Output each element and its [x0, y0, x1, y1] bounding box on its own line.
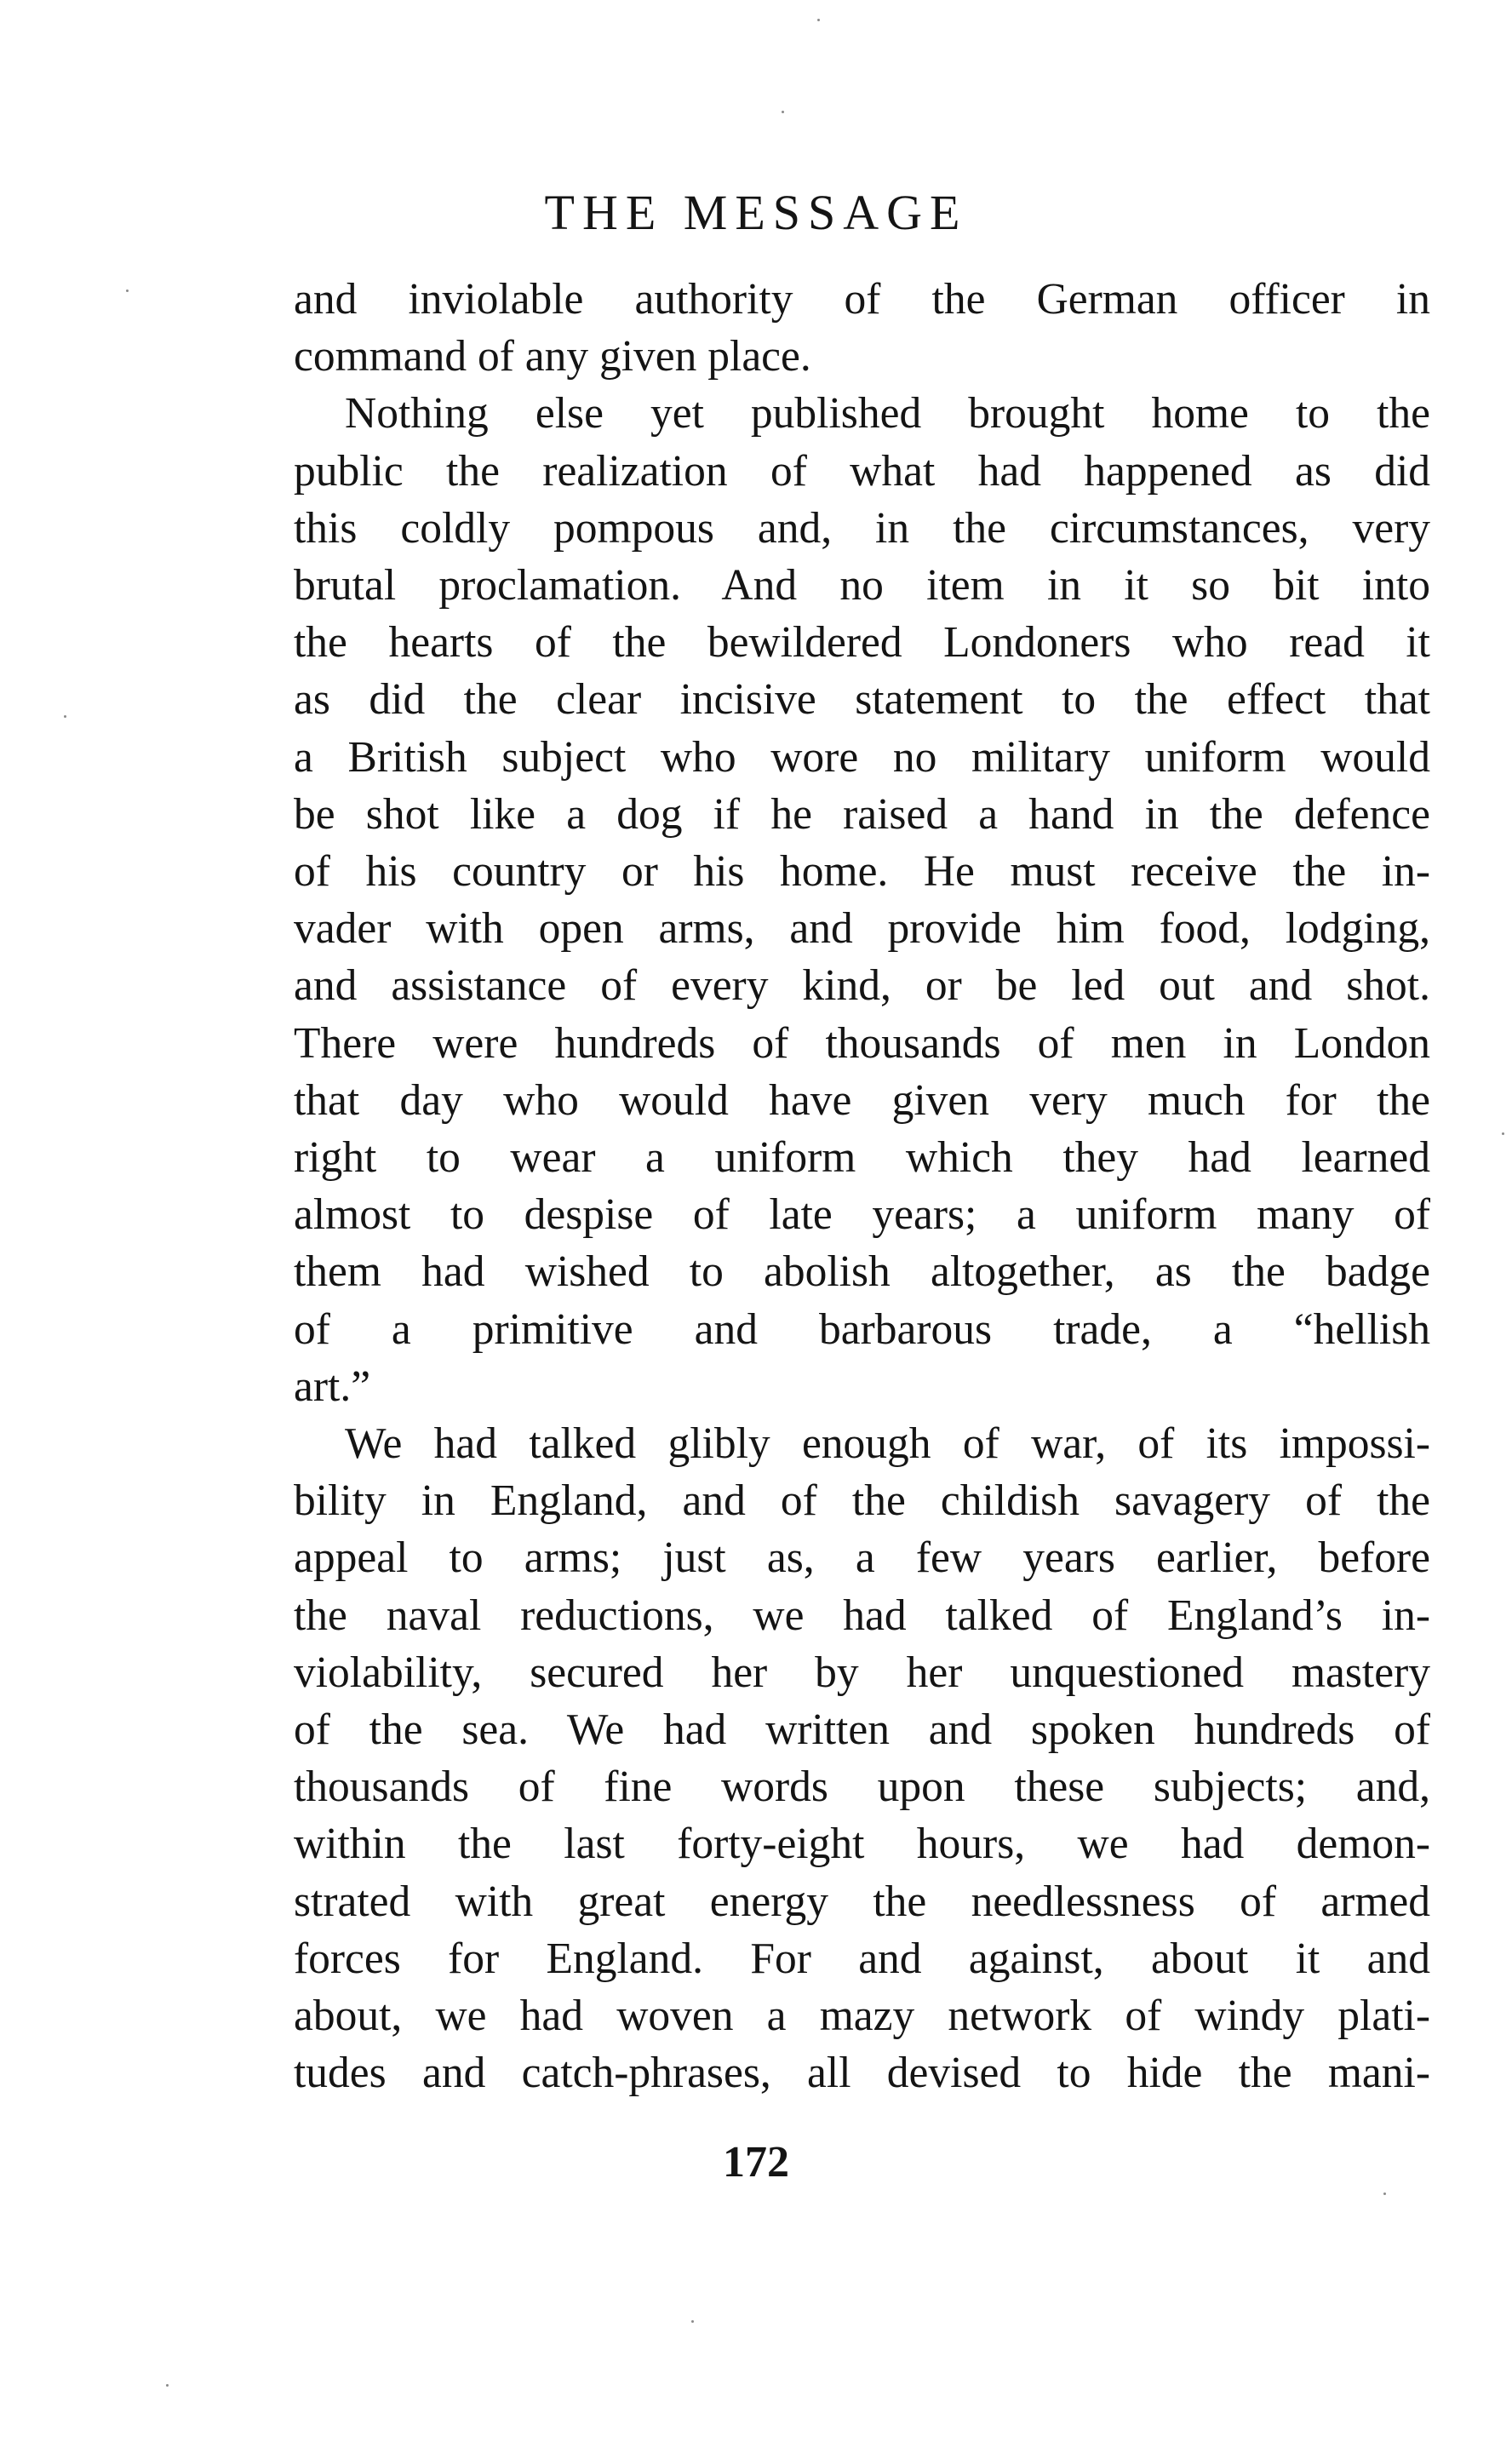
text-line: bility in England, and of the childish savagery of the — [294, 1476, 1430, 1526]
paper-speck — [64, 715, 66, 718]
text-line: and assistance of every kind, or be led out and shot. — [294, 961, 1430, 1011]
text-line: the hearts of the bewildered Londoners who read it — [294, 618, 1430, 668]
text-line: right to wear a uniform which they had learned — [294, 1133, 1430, 1183]
text-line: violability, secured her by her unquestioned mastery — [294, 1648, 1430, 1697]
text-line: tudes and catch-phrases, all devised to hide the mani- — [294, 2049, 1430, 2098]
text-line: brutal proclamation. And no item in it so bit into — [294, 561, 1430, 610]
paragraph-3 — [294, 1415, 1430, 2101]
text-line: about, we had woven a mazy network of windy plati- — [294, 1992, 1430, 2041]
paragraph-2 — [294, 385, 1430, 1415]
paper-speck — [1383, 2192, 1386, 2195]
paper-speck — [166, 2384, 169, 2387]
text-line: be shot like a dog if he raised a hand in the defence — [294, 789, 1430, 839]
text-line: forces for England. For and against, about it and — [294, 1934, 1430, 1983]
text-line: almost to despise of late years; a uniform many of — [294, 1190, 1430, 1240]
text-line: within the last forty-eight hours, we had demon- — [294, 1820, 1430, 1869]
text-line: command of any given place. — [294, 332, 811, 381]
paper-speck — [782, 111, 784, 113]
text-line: public the realization of what had happened as did — [294, 446, 1430, 496]
text-line: and inviolable authority of the German officer in — [294, 275, 1430, 324]
running-head: THE MESSAGE — [544, 185, 968, 240]
text-line: Nothing else yet published brought home to the — [345, 389, 1430, 438]
text-line: that day who would have given very much for the — [294, 1075, 1430, 1125]
text-line: strated with great energy the needlessness of armed — [294, 1877, 1430, 1926]
paper-speck — [1502, 1132, 1504, 1135]
text-line: We had talked glibly enough of war, of its impossi- — [345, 1419, 1430, 1469]
page-number: 172 — [723, 2138, 789, 2187]
text-line: the naval reductions, we had talked of England’s in- — [294, 1591, 1430, 1640]
paper-speck — [126, 289, 129, 292]
paper-speck — [817, 19, 820, 21]
text-line: appeal to arms; just as, a few years earlier, before — [294, 1533, 1430, 1583]
text-line: art.” — [294, 1361, 371, 1411]
text-line: thousands of fine words upon these subjects; and, — [294, 1763, 1430, 1812]
text-line: a British subject who wore no military uniform would — [294, 732, 1430, 782]
text-line: of a primitive and barbarous trade, a “hellish — [294, 1304, 1430, 1354]
text-line: them had wished to abolish altogether, as the badge — [294, 1247, 1430, 1297]
text-line: of the sea. We had written and spoken hundreds of — [294, 1705, 1430, 1755]
text-line: vader with open arms, and provide him food, lodging, — [294, 904, 1430, 954]
paper-speck — [691, 2320, 694, 2323]
paragraph-1 — [294, 271, 1430, 385]
text-line: There were hundreds of thousands of men in London — [294, 1018, 1430, 1068]
text-line: as did the clear incisive statement to the effect that — [294, 675, 1430, 725]
text-line: of his country or his home. He must receive the in- — [294, 847, 1430, 897]
text-line: this coldly pompous and, in the circumstances, very — [294, 503, 1430, 553]
body-text — [294, 271, 1430, 2102]
